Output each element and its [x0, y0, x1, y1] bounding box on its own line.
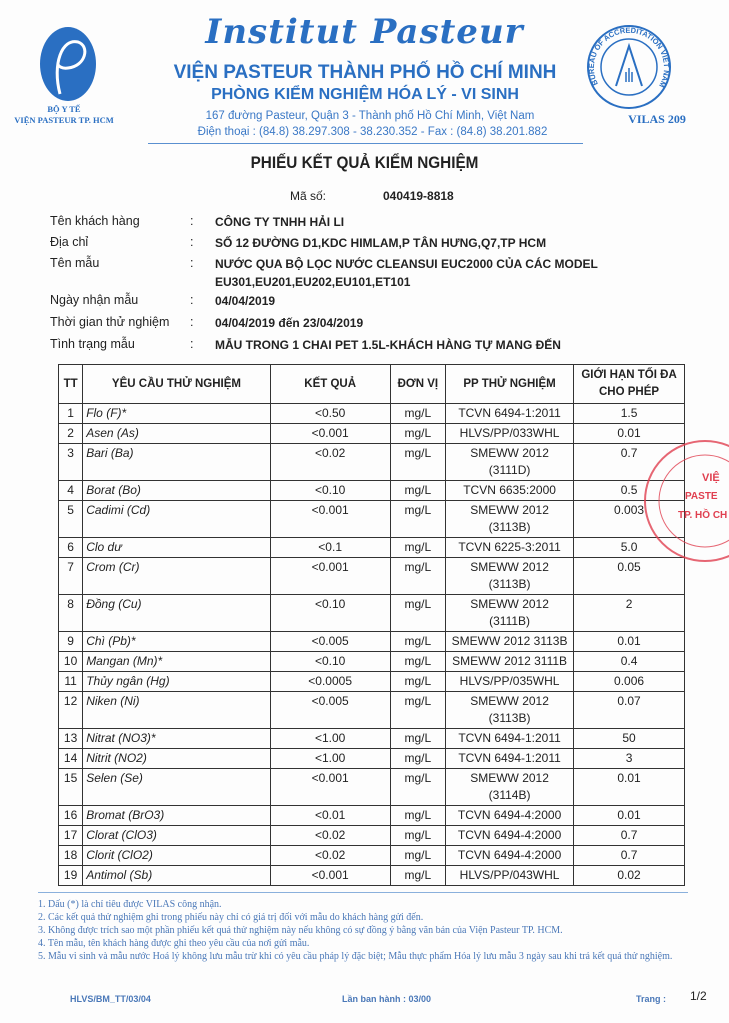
table-cell: mg/L	[390, 538, 445, 558]
table-cell: <0.0005	[270, 672, 390, 692]
table-cell: <0.1	[270, 538, 390, 558]
info-colon: :	[190, 293, 194, 307]
table-cell: 6	[59, 538, 83, 558]
table-cell: HLVS/PP/035WHL	[446, 672, 574, 692]
table-row	[59, 444, 685, 481]
table-cell: Bromat (BrO3)	[83, 806, 270, 826]
table-cell: SMEWW 2012 (3113B)	[446, 501, 574, 538]
table-cell: <0.10	[270, 595, 390, 632]
table-cell: 0.01	[574, 806, 685, 826]
table-cell: 0.05	[574, 558, 685, 595]
info-value: 04/04/2019	[215, 294, 276, 308]
table-cell: 7	[59, 558, 83, 595]
svg-text:TP. HỒ CH: TP. HỒ CH	[678, 510, 728, 521]
table-row	[59, 652, 685, 672]
table-cell: SMEWW 2012 (3111D)	[446, 444, 574, 481]
column-header: PP THỬ NGHIỆM	[446, 365, 574, 404]
institute-caption: VIỆN PASTEUR TP. HCM	[14, 115, 114, 125]
table-cell: <0.01	[270, 806, 390, 826]
table-cell: SMEWW 2012 3111B	[446, 652, 574, 672]
table-cell: 0.01	[574, 424, 685, 444]
table-cell: <0.10	[270, 481, 390, 501]
left-logo-caption	[0, 104, 128, 126]
table-cell: 10	[59, 652, 83, 672]
table-cell: SMEWW 2012 (3113B)	[446, 692, 574, 729]
address: 167 đường Pasteur, Quận 3 - Thành phố Hồ Chí Minh, Việt Nam	[205, 110, 535, 122]
table-cell: 19	[59, 866, 83, 886]
table-cell: 0.003	[574, 501, 685, 538]
table-cell: 11	[59, 672, 83, 692]
note-item: 4. Tên mẫu, tên khách hàng được ghi theo yêu cầu của nơi gửi mẫu.	[38, 938, 310, 949]
table-cell: 0.7	[574, 444, 685, 481]
code-value: 040419-8818	[383, 189, 454, 203]
table-cell: TCVN 6225-3:2011	[446, 538, 574, 558]
accreditation-seal-textpath: BUREAU OF ACCREDITATION VIET NAM	[586, 25, 672, 90]
table-cell: 0.4	[574, 652, 685, 672]
table-cell: 4	[59, 481, 83, 501]
info-value: NƯỚC QUA BỘ LỌC NƯỚC CLEANSUI EUC2000 CỦA CÁC MODEL EU301,EU201,EU202,EU101,ET101	[215, 257, 598, 289]
table-cell: 13	[59, 729, 83, 749]
info-label: Địa chỉ	[50, 235, 89, 249]
phone-fax: Điện thoại : (84.8) 38.297.308 - 38.230.352 - Fax : (84.8) 38.201.882	[197, 126, 548, 138]
table-cell: Flo (F)*	[83, 404, 270, 424]
table-cell: Niken (Ni)	[83, 692, 270, 729]
table-cell: 9	[59, 632, 83, 652]
table-row	[59, 729, 685, 749]
column-header: KẾT QUẢ	[270, 365, 390, 404]
header-divider	[148, 143, 583, 144]
table-cell: mg/L	[390, 481, 445, 501]
table-row	[59, 558, 685, 595]
table-cell: 16	[59, 806, 83, 826]
info-colon: :	[190, 315, 194, 329]
table-row	[59, 481, 685, 501]
table-cell: mg/L	[390, 652, 445, 672]
info-label: Thời gian thử nghiệm	[50, 315, 170, 329]
table-cell: <0.001	[270, 558, 390, 595]
note-item: 3. Không được trích sao một phần phiếu kết quả thử nghiệm này nếu không có sự đồng ý bằng văn bản của Viện Pasteur TP. HCM.	[38, 925, 563, 936]
table-cell: Chì (Pb)*	[83, 632, 270, 652]
table-cell: <0.02	[270, 826, 390, 846]
table-cell: Clorit (ClO2)	[83, 846, 270, 866]
table-cell: mg/L	[390, 501, 445, 538]
table-cell: <0.001	[270, 866, 390, 886]
table-cell: 1.5	[574, 404, 685, 424]
table-row	[59, 866, 685, 886]
table-cell: mg/L	[390, 692, 445, 729]
form-code: HLVS/BM_TT/03/04	[70, 994, 151, 1004]
table-cell: <0.50	[270, 404, 390, 424]
table-cell: SMEWW 2012 (3113B)	[446, 558, 574, 595]
info-value: CÔNG TY TNHH HẢI LI	[215, 215, 345, 229]
table-cell: SMEWW 2012 (3114B)	[446, 769, 574, 806]
document-title: PHIẾU KẾT QUẢ KIỂM NGHIỆM	[250, 153, 479, 172]
note-item: 1. Dấu (*) là chỉ tiêu được VILAS công nhận.	[38, 899, 222, 910]
institute-title: Institut Pasteur	[205, 12, 524, 52]
table-row	[59, 595, 685, 632]
table-cell: TCVN 6494-4:2000	[446, 806, 574, 826]
table-cell: 1	[59, 404, 83, 424]
note-item: 5. Mẫu vi sinh và mẫu nước Hoá lý không lưu mẫu trừ khi có yêu cầu pháp lý đặc biệt; Mẫu thực phẩm Hóa lý lưu mẫu 3 ngày sau khi trả kết quả thử nghiệm.	[38, 951, 673, 962]
table-cell: mg/L	[390, 632, 445, 652]
table-cell: 0.02	[574, 866, 685, 886]
table-row	[59, 538, 685, 558]
table-cell: 18	[59, 846, 83, 866]
red-stamp-icon	[640, 436, 729, 566]
table-cell: 0.5	[574, 481, 685, 501]
table-cell: Thủy ngân (Hg)	[83, 672, 270, 692]
table-cell: TCVN 6494-4:2000	[446, 846, 574, 866]
table-row	[59, 806, 685, 826]
note-item: 2. Các kết quả thử nghiệm ghi trong phiếu này chỉ có giá trị đối với mẫu do khách hàng gửi đến.	[38, 912, 424, 923]
table-cell: HLVS/PP/043WHL	[446, 866, 574, 886]
table-row	[59, 672, 685, 692]
table-cell: mg/L	[390, 806, 445, 826]
table-row	[59, 769, 685, 806]
table-cell: mg/L	[390, 558, 445, 595]
info-label: Tên mẫu	[50, 256, 100, 270]
table-row	[59, 501, 685, 538]
table-cell: 8	[59, 595, 83, 632]
table-row	[59, 404, 685, 424]
info-value: MẪU TRONG 1 CHAI PET 1.5L-KHÁCH HÀNG TỰ MANG ĐẾN	[215, 338, 561, 352]
table-cell: Selen (Se)	[83, 769, 270, 806]
notes	[38, 898, 698, 963]
results-table	[58, 364, 685, 886]
table-cell: mg/L	[390, 729, 445, 749]
table-cell: 17	[59, 826, 83, 846]
table-cell: Clo dư	[83, 538, 270, 558]
table-cell: mg/L	[390, 424, 445, 444]
column-header: TT	[59, 365, 83, 404]
table-cell: 0.7	[574, 826, 685, 846]
table-cell: mg/L	[390, 769, 445, 806]
table-cell: mg/L	[390, 846, 445, 866]
table-cell: <0.02	[270, 444, 390, 481]
table-row	[59, 846, 685, 866]
table-cell: <0.10	[270, 652, 390, 672]
info-colon: :	[190, 337, 194, 351]
table-cell: <0.001	[270, 769, 390, 806]
table-cell: Cadimi (Cd)	[83, 501, 270, 538]
lab-name: PHÒNG KIỂM NGHIỆM HÓA LÝ - VI SINH	[211, 86, 519, 103]
table-cell: 0.7	[574, 846, 685, 866]
table-cell: mg/L	[390, 826, 445, 846]
accreditation-seal-icon	[586, 24, 672, 110]
info-colon: :	[190, 256, 194, 270]
table-cell: Antimol (Sb)	[83, 866, 270, 886]
table-cell: 3	[574, 749, 685, 769]
table-cell: 0.01	[574, 632, 685, 652]
table-cell: <0.005	[270, 632, 390, 652]
institute-name: VIỆN PASTEUR THÀNH PHỐ HỒ CHÍ MINH	[173, 62, 557, 83]
table-cell: SMEWW 2012 3113B	[446, 632, 574, 652]
table-row	[59, 632, 685, 652]
table-cell: TCVN 6635:2000	[446, 481, 574, 501]
table-cell: 5	[59, 501, 83, 538]
table-cell: mg/L	[390, 866, 445, 886]
table-cell: 12	[59, 692, 83, 729]
table-cell: <0.001	[270, 501, 390, 538]
table-header-row	[59, 365, 685, 404]
table-cell: <0.001	[270, 424, 390, 444]
column-header: GIỚI HẠN TỐI ĐA CHO PHÉP	[574, 365, 685, 404]
table-cell: HLVS/PP/033WHL	[446, 424, 574, 444]
info-label: Tình trạng mẫu	[50, 337, 135, 351]
table-cell: Nitrat (NO3)*	[83, 729, 270, 749]
table-row	[59, 692, 685, 729]
page-number: 1/2	[690, 989, 707, 1003]
table-cell: <1.00	[270, 729, 390, 749]
table-cell: 2	[574, 595, 685, 632]
table-row	[59, 424, 685, 444]
svg-text:PASTE: PASTE	[685, 491, 718, 502]
svg-text:VIỆ: VIỆ	[702, 472, 720, 484]
table-cell: Đồng (Cu)	[83, 595, 270, 632]
table-cell: TCVN 6494-1:2011	[446, 404, 574, 424]
code-label: Mã số:	[290, 189, 327, 203]
table-cell: 14	[59, 749, 83, 769]
table-cell: Bari (Ba)	[83, 444, 270, 481]
table-cell: Mangan (Mn)*	[83, 652, 270, 672]
table-row	[59, 826, 685, 846]
table-cell: TCVN 6494-1:2011	[446, 729, 574, 749]
table-cell: mg/L	[390, 444, 445, 481]
column-header: YÊU CẦU THỬ NGHIỆM	[83, 365, 270, 404]
table-cell: <1.00	[270, 749, 390, 769]
table-cell: mg/L	[390, 404, 445, 424]
info-colon: :	[190, 214, 194, 228]
table-cell: 3	[59, 444, 83, 481]
table-cell: <0.005	[270, 692, 390, 729]
table-cell: 2	[59, 424, 83, 444]
table-cell: Clorat (ClO3)	[83, 826, 270, 846]
table-cell: Crom (Cr)	[83, 558, 270, 595]
table-cell: <0.02	[270, 846, 390, 866]
table-cell: Nitrit (NO2)	[83, 749, 270, 769]
column-header: ĐƠN VỊ	[390, 365, 445, 404]
info-value: 04/04/2019 đến 23/04/2019	[215, 316, 364, 330]
table-row	[59, 749, 685, 769]
vilas-number: VILAS 209	[628, 112, 686, 126]
table-cell: mg/L	[390, 672, 445, 692]
table-cell: TCVN 6494-4:2000	[446, 826, 574, 846]
table-cell: mg/L	[390, 595, 445, 632]
table-cell: Asen (As)	[83, 424, 270, 444]
table-cell: Borat (Bo)	[83, 481, 270, 501]
footer-divider	[38, 892, 688, 893]
table-cell: 15	[59, 769, 83, 806]
ministry-caption: BỘ Y TẾ	[47, 104, 81, 114]
table-cell: 0.006	[574, 672, 685, 692]
issue-number: Lần ban hành : 03/00	[342, 994, 432, 1004]
table-cell: 0.07	[574, 692, 685, 729]
info-colon: :	[190, 235, 194, 249]
table-cell: 5.0	[574, 538, 685, 558]
info-value: SỐ 12 ĐƯỜNG D1,KDC HIMLAM,P TÂN HƯNG,Q7,TP HCM	[215, 236, 547, 250]
table-cell: 0.01	[574, 769, 685, 806]
table-cell: 50	[574, 729, 685, 749]
info-label: Tên khách hàng	[50, 214, 140, 228]
table-cell: SMEWW 2012 (3111B)	[446, 595, 574, 632]
table-cell: mg/L	[390, 749, 445, 769]
table-cell: TCVN 6494-1:2011	[446, 749, 574, 769]
page-label: Trang :	[636, 994, 667, 1004]
info-label: Ngày nhận mẫu	[50, 293, 139, 307]
